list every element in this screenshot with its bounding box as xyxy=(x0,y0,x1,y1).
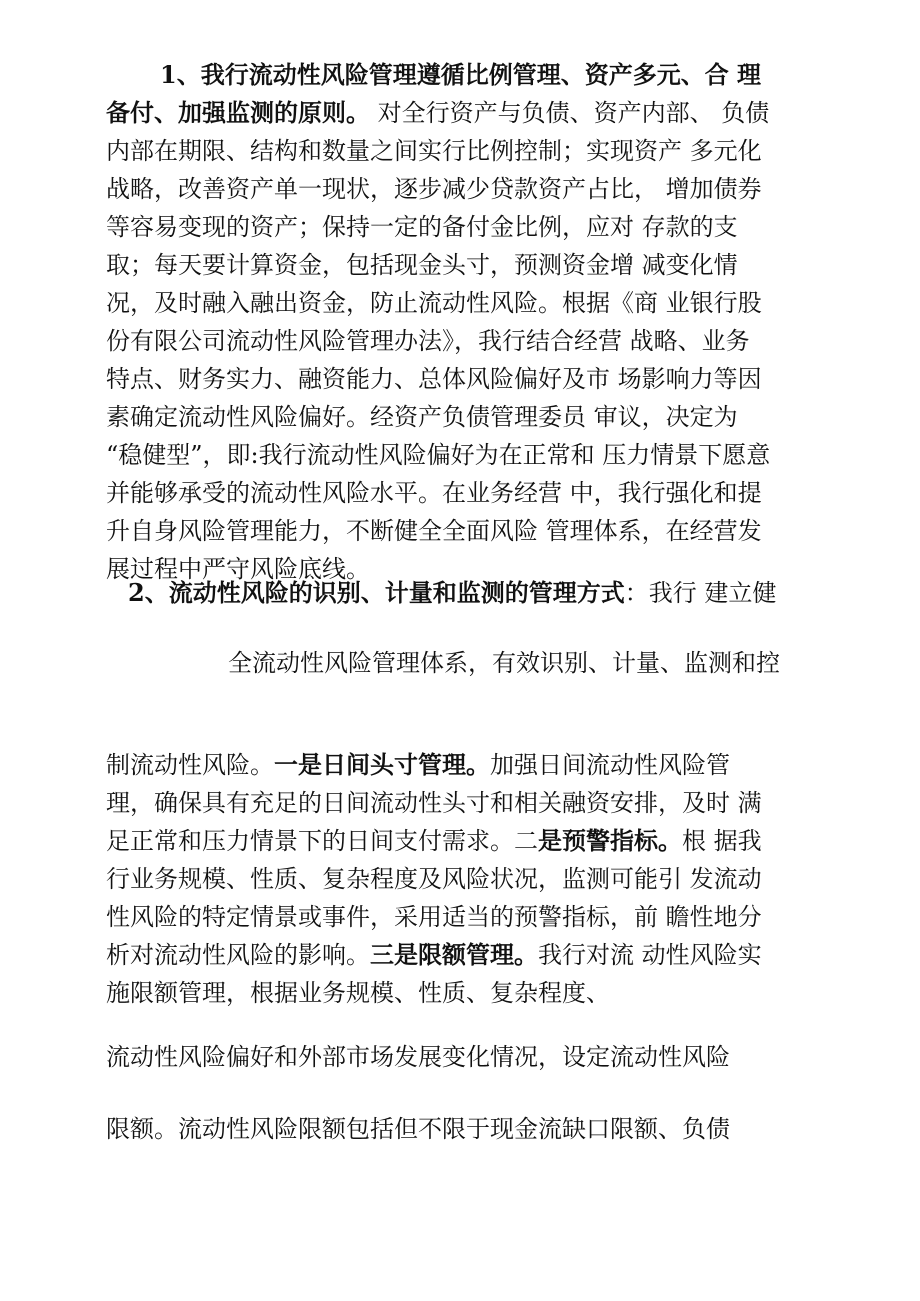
body-text: 特点、财务实力、融资能力、总体风险偏好及市 场影响力等因 xyxy=(106,365,762,393)
body-text: ：我行 建立健 xyxy=(624,579,777,607)
paragraph-1-line xyxy=(106,322,836,360)
paragraph-1-line xyxy=(106,246,836,284)
body-text: 限额。流动性风险限额包括但不限于现金流缺口限额、负债 xyxy=(106,1115,730,1143)
paragraph-2-line xyxy=(106,822,836,860)
body-text: “稳健型”，即:我行流动性风险偏好为在正常和 压力情景下愿意 xyxy=(106,441,771,469)
body-text: 战略，改善资产单一现状，逐步减少贷款资产占比， 增加债券 xyxy=(106,175,762,203)
body-text: 理，确保具有充足的日间流动性头寸和相关融资安排，及时 满 xyxy=(106,789,762,817)
body-text: 素确定流动性风险偏好。经资产负债管理委员 审议，决定为 xyxy=(106,403,738,431)
bold-term: 一是日间头寸管理。 xyxy=(274,750,490,779)
body-text: 况，及时融入融出资金，防止流动性风险。根据《商 业银行股 xyxy=(106,289,762,317)
paragraph-2-line xyxy=(106,974,836,1012)
heading-bold-text: 备付、加强监测的原则。 xyxy=(106,98,370,127)
body-text: 析对流动性风险的影响。 xyxy=(106,941,370,969)
paragraph-2-line xyxy=(106,1110,836,1148)
paragraph-2-heading-line xyxy=(128,574,858,612)
bold-term: 是预警指标。 xyxy=(538,826,682,855)
body-text: 我行对流 动性风险实 xyxy=(538,941,762,969)
body-text: 升自身风险管理能力，不断健全全面风险 管理体系，在经营发 xyxy=(106,517,762,545)
body-text: 份有限公司流动性风险管理办法》，我行结合经营 战略、业务 xyxy=(106,327,750,355)
bold-term: 三是限额管理。 xyxy=(370,940,538,969)
body-text: 流动性风险偏好和外部市场发展变化情况，设定流动性风险 xyxy=(106,1043,730,1071)
paragraph-1-line xyxy=(106,398,836,436)
paragraph-1-line xyxy=(106,512,836,550)
body-text: 并能够承受的流动性风险水平。在业务经营 中，我行强化和提 xyxy=(106,479,762,507)
body-text: 施限额管理，根据业务规模、性质、复杂程度、 xyxy=(106,979,610,1007)
paragraph-1-line xyxy=(106,208,836,246)
paragraph-1-line xyxy=(106,284,836,322)
paragraph-2-line xyxy=(106,936,836,974)
paragraph-1-line xyxy=(106,170,836,208)
body-text: 根 据我 xyxy=(682,827,762,855)
paragraph-2-line xyxy=(106,898,836,936)
paragraph-1-line xyxy=(106,360,836,398)
body-text: 行业务规模、性质、复杂程度及风险状况，监测可能引 发流动 xyxy=(106,865,762,893)
paragraph-2-line xyxy=(106,746,836,784)
paragraph-2-line xyxy=(106,784,836,822)
body-text: 取；每天要计算资金，包括现金头寸，预测资金增 减变化情 xyxy=(106,251,738,279)
heading-bold-text: 2、流动性风险的识别、计量和监测的管理方式 xyxy=(128,578,625,607)
body-text: 对全行资产与负债、资产内部、 负债 xyxy=(370,99,770,127)
body-text: 性风险的特定情景或事件，采用适当的预警指标，前 瞻性地分 xyxy=(106,903,762,931)
paragraph-2-line xyxy=(106,1038,836,1076)
paragraph-1-line xyxy=(106,94,836,132)
paragraph-1-line xyxy=(106,436,836,474)
paragraph-2-line xyxy=(106,860,836,898)
paragraph-1-line xyxy=(106,132,836,170)
body-text: 足正常和压力情景下的日间支付需求。二 xyxy=(106,827,538,855)
body-text: 等容易变现的资产；保持一定的备付金比例，应对 存款的支 xyxy=(106,213,738,241)
paragraph-1-line xyxy=(106,474,836,512)
body-text: 制流动性风险。 xyxy=(106,751,274,779)
heading-bold-text: 1、我行流动性风险管理遵循比例管理、资产多元、合 理 xyxy=(160,60,762,89)
body-text: 内部在期限、结构和数量之间实行比例控制；实现资产 多元化 xyxy=(106,137,762,165)
body-text: 展过程中严守风险底线。 xyxy=(106,555,370,583)
body-text: 加强日间流动性风险管 xyxy=(490,751,730,779)
body-text: 全流动性风险管理体系，有效识别、计量、监测和控 xyxy=(228,649,780,677)
paragraph-2-line xyxy=(228,644,920,682)
paragraph-1-heading-line xyxy=(160,56,890,94)
